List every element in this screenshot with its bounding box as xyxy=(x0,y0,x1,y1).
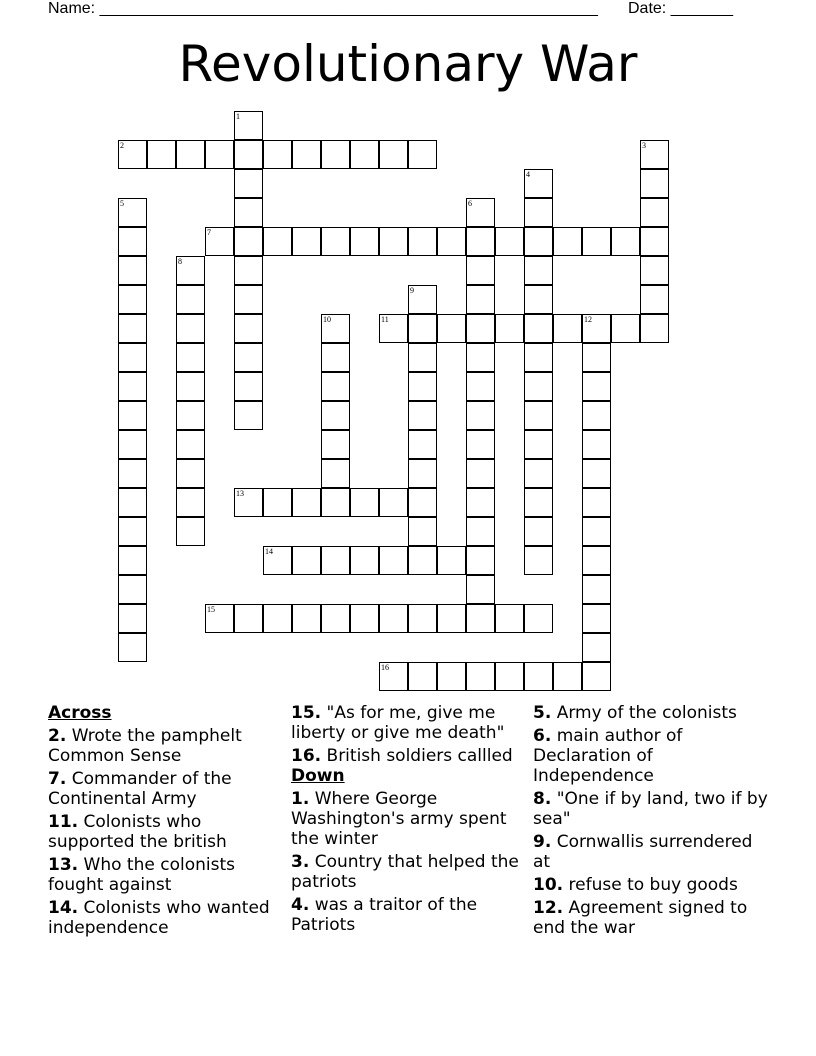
grid-cell[interactable] xyxy=(379,488,408,517)
clue-number: 6. xyxy=(533,726,552,746)
clue-across-15 xyxy=(291,703,523,743)
clue-number: 1. xyxy=(291,789,310,809)
grid-cell[interactable] xyxy=(118,227,147,256)
clue-down-9 xyxy=(533,832,773,872)
grid-cell[interactable] xyxy=(582,227,611,256)
clue-text: "One if by land, two if by sea" xyxy=(533,789,768,829)
grid-cell[interactable] xyxy=(640,314,669,343)
grid-cell[interactable] xyxy=(408,459,437,488)
grid-cell[interactable] xyxy=(524,546,553,575)
clue-number: 2. xyxy=(48,726,67,746)
grid-cell[interactable] xyxy=(408,604,437,633)
grid-cell[interactable] xyxy=(176,285,205,314)
grid-cell[interactable] xyxy=(466,401,495,430)
grid-cell[interactable] xyxy=(118,430,147,459)
clue-text: "As for me, give me liberty or give me death" xyxy=(291,703,505,743)
grid-cell[interactable] xyxy=(466,604,495,633)
grid-cell[interactable] xyxy=(553,314,582,343)
grid-cell[interactable] xyxy=(321,459,350,488)
grid-cell[interactable] xyxy=(234,256,263,285)
grid-cell[interactable] xyxy=(263,227,292,256)
grid-cell[interactable] xyxy=(350,488,379,517)
grid-cell[interactable] xyxy=(321,140,350,169)
across-heading: Across xyxy=(48,703,112,723)
grid-cell[interactable] xyxy=(466,517,495,546)
cell-number: 11 xyxy=(381,315,389,324)
clue-number: 3. xyxy=(291,852,310,872)
grid-cell[interactable] xyxy=(263,140,292,169)
grid-cell[interactable] xyxy=(466,256,495,285)
grid-cell[interactable] xyxy=(118,575,147,604)
grid-cell[interactable] xyxy=(553,662,582,691)
clues-column-2 xyxy=(291,703,523,935)
grid-cell[interactable] xyxy=(118,604,147,633)
clue-number: 5. xyxy=(533,703,552,723)
grid-cell[interactable] xyxy=(466,314,495,343)
grid-cell[interactable] xyxy=(466,227,495,256)
grid-cell[interactable] xyxy=(524,169,553,198)
clues-column-3 xyxy=(533,703,773,938)
clue-across-13 xyxy=(48,855,280,895)
grid-cell[interactable] xyxy=(611,314,640,343)
grid-cell[interactable] xyxy=(234,314,263,343)
grid-cell[interactable] xyxy=(234,169,263,198)
grid-cell[interactable] xyxy=(524,459,553,488)
grid-cell[interactable] xyxy=(640,256,669,285)
cell-number: 10 xyxy=(323,315,331,324)
grid-cell[interactable] xyxy=(582,343,611,372)
grid-cell[interactable] xyxy=(524,488,553,517)
cell-number: 9 xyxy=(410,286,414,295)
grid-cell[interactable] xyxy=(118,285,147,314)
clue-across-11 xyxy=(48,812,280,852)
grid-cell[interactable] xyxy=(292,546,321,575)
grid-cell[interactable] xyxy=(437,662,466,691)
grid-cell[interactable] xyxy=(408,372,437,401)
date-line[interactable]: Date: _______ xyxy=(628,0,733,17)
grid-cell[interactable] xyxy=(379,604,408,633)
clue-number: 15. xyxy=(291,703,322,723)
grid-cell[interactable] xyxy=(466,198,495,227)
grid-cell[interactable] xyxy=(408,285,437,314)
grid-cell[interactable] xyxy=(321,372,350,401)
grid-cell[interactable] xyxy=(582,604,611,633)
grid-cell[interactable] xyxy=(118,256,147,285)
grid-cell[interactable] xyxy=(234,604,263,633)
clue-text: Colonists who wanted independence xyxy=(48,898,270,938)
grid-cell[interactable] xyxy=(640,140,669,169)
grid-cell[interactable] xyxy=(524,372,553,401)
grid-cell[interactable] xyxy=(582,633,611,662)
clue-across-14 xyxy=(48,898,280,938)
grid-cell[interactable] xyxy=(466,285,495,314)
grid-cell[interactable] xyxy=(437,546,466,575)
cell-number: 2 xyxy=(120,141,124,150)
grid-cell[interactable] xyxy=(582,430,611,459)
grid-cell[interactable] xyxy=(611,227,640,256)
cell-number: 12 xyxy=(584,315,592,324)
grid-cell[interactable] xyxy=(118,140,147,169)
grid-cell[interactable] xyxy=(466,372,495,401)
grid-cell[interactable] xyxy=(234,227,263,256)
grid-cell[interactable] xyxy=(408,227,437,256)
grid-cell[interactable] xyxy=(524,198,553,227)
clues-column-1 xyxy=(48,703,280,938)
grid-cell[interactable] xyxy=(118,198,147,227)
clue-down-5 xyxy=(533,703,773,723)
grid-cell[interactable] xyxy=(176,256,205,285)
grid-cell[interactable] xyxy=(582,575,611,604)
grid-cell[interactable] xyxy=(176,140,205,169)
grid-cell[interactable] xyxy=(379,140,408,169)
grid-cell[interactable] xyxy=(234,343,263,372)
clue-number: 8. xyxy=(533,789,552,809)
clue-text: Wrote the pamphelt Common Sense xyxy=(48,726,242,766)
grid-cell[interactable] xyxy=(495,604,524,633)
grid-cell[interactable] xyxy=(495,314,524,343)
clue-number: 12. xyxy=(533,898,564,918)
grid-cell[interactable] xyxy=(118,517,147,546)
clue-text: Army of the colonists xyxy=(556,703,737,723)
clue-number: 13. xyxy=(48,855,79,875)
clue-across-2 xyxy=(48,726,280,766)
clue-down-10 xyxy=(533,875,773,895)
grid-cell[interactable] xyxy=(582,546,611,575)
grid-cell[interactable] xyxy=(437,314,466,343)
clue-down-1 xyxy=(291,789,523,849)
grid-cell[interactable] xyxy=(321,604,350,633)
clue-across-16 xyxy=(291,746,523,766)
grid-cell[interactable] xyxy=(524,604,553,633)
grid-cell[interactable] xyxy=(408,546,437,575)
page-title: Revolutionary War xyxy=(178,35,638,93)
grid-cell[interactable] xyxy=(292,140,321,169)
clue-down-6 xyxy=(533,726,773,786)
grid-cell[interactable] xyxy=(205,140,234,169)
grid-cell[interactable] xyxy=(524,314,553,343)
grid-cell[interactable] xyxy=(350,546,379,575)
cell-number: 14 xyxy=(265,547,273,556)
clue-text: Agreement signed to end the war xyxy=(533,898,748,938)
grid-cell[interactable] xyxy=(466,662,495,691)
cell-number: 6 xyxy=(468,199,472,208)
grid-cell[interactable] xyxy=(263,546,292,575)
cell-number: 3 xyxy=(642,141,646,150)
grid-cell[interactable] xyxy=(234,285,263,314)
grid-cell[interactable] xyxy=(408,401,437,430)
name-line[interactable]: Name: ________________________________________________________ xyxy=(48,0,598,17)
grid-cell[interactable] xyxy=(408,662,437,691)
grid-cell[interactable] xyxy=(495,227,524,256)
grid-cell[interactable] xyxy=(466,459,495,488)
grid-cell[interactable] xyxy=(408,343,437,372)
grid-cell[interactable] xyxy=(118,546,147,575)
grid-cell[interactable] xyxy=(466,343,495,372)
grid-cell[interactable] xyxy=(466,546,495,575)
grid-cell[interactable] xyxy=(118,488,147,517)
grid-cell[interactable] xyxy=(118,459,147,488)
grid-cell[interactable] xyxy=(379,227,408,256)
grid-cell[interactable] xyxy=(321,314,350,343)
grid-cell[interactable] xyxy=(408,517,437,546)
grid-cell[interactable] xyxy=(234,372,263,401)
grid-cell[interactable] xyxy=(582,372,611,401)
clue-text: was a traitor of the Patriots xyxy=(291,895,478,935)
clue-down-3 xyxy=(291,852,523,892)
clue-text: Where George Washington's army spent the winter xyxy=(291,789,507,849)
clue-down-4 xyxy=(291,895,523,935)
clue-down-12 xyxy=(533,898,773,938)
grid-cell[interactable] xyxy=(524,343,553,372)
grid-cell[interactable] xyxy=(263,488,292,517)
grid-cell[interactable] xyxy=(524,517,553,546)
clue-number: 10. xyxy=(533,875,564,895)
clue-number: 4. xyxy=(291,895,310,915)
down-heading: Down xyxy=(291,766,345,786)
grid-cell[interactable] xyxy=(524,401,553,430)
clue-text: Cornwallis surrendered at xyxy=(533,832,753,872)
grid-cell[interactable] xyxy=(321,343,350,372)
grid-cell[interactable] xyxy=(524,227,553,256)
grid-cell[interactable] xyxy=(176,343,205,372)
clue-text: Colonists who supported the british xyxy=(48,812,227,852)
grid-cell[interactable] xyxy=(495,662,524,691)
grid-cell[interactable] xyxy=(234,111,263,140)
grid-cell[interactable] xyxy=(118,633,147,662)
clue-number: 16. xyxy=(291,746,322,766)
grid-cell[interactable] xyxy=(176,314,205,343)
grid-cell[interactable] xyxy=(205,227,234,256)
cell-number: 13 xyxy=(236,489,244,498)
cell-number: 4 xyxy=(526,170,530,179)
clue-number: 9. xyxy=(533,832,552,852)
clue-number: 14. xyxy=(48,898,79,918)
grid-cell[interactable] xyxy=(582,459,611,488)
grid-cell[interactable] xyxy=(582,488,611,517)
grid-cell[interactable] xyxy=(321,430,350,459)
grid-cell[interactable] xyxy=(292,604,321,633)
grid-cell[interactable] xyxy=(408,430,437,459)
grid-cell[interactable] xyxy=(234,488,263,517)
clue-text: refuse to buy goods xyxy=(568,875,738,895)
grid-cell[interactable] xyxy=(176,488,205,517)
grid-cell[interactable] xyxy=(466,488,495,517)
grid-cell[interactable] xyxy=(147,140,176,169)
grid-cell[interactable] xyxy=(379,662,408,691)
clue-text: Who the colonists fought against xyxy=(48,855,235,895)
grid-cell[interactable] xyxy=(234,401,263,430)
grid-cell[interactable] xyxy=(437,604,466,633)
clue-text: main author of Declaration of Independence xyxy=(533,726,683,786)
grid-cell[interactable] xyxy=(553,227,582,256)
grid-cell[interactable] xyxy=(408,314,437,343)
grid-cell[interactable] xyxy=(524,256,553,285)
cell-number: 7 xyxy=(207,228,211,237)
grid-cell[interactable] xyxy=(176,401,205,430)
clue-down-8 xyxy=(533,789,773,829)
grid-cell[interactable] xyxy=(524,430,553,459)
grid-cell[interactable] xyxy=(118,372,147,401)
clue-text: Commander of the Continental Army xyxy=(48,769,232,809)
grid-cell[interactable] xyxy=(350,227,379,256)
grid-cell[interactable] xyxy=(466,575,495,604)
grid-cell[interactable] xyxy=(640,169,669,198)
grid-cell[interactable] xyxy=(321,227,350,256)
grid-cell[interactable] xyxy=(118,401,147,430)
grid-cell[interactable] xyxy=(640,285,669,314)
grid-cell[interactable] xyxy=(205,604,234,633)
grid-cell[interactable] xyxy=(350,140,379,169)
grid-cell[interactable] xyxy=(640,227,669,256)
clue-text: British soldiers callled xyxy=(326,746,513,766)
grid-cell[interactable] xyxy=(321,546,350,575)
grid-cell[interactable] xyxy=(437,227,466,256)
clue-number: 11. xyxy=(48,812,79,832)
grid-cell[interactable] xyxy=(292,227,321,256)
cell-number: 15 xyxy=(207,605,215,614)
grid-cell[interactable] xyxy=(292,488,321,517)
grid-cell[interactable] xyxy=(263,604,292,633)
grid-cell[interactable] xyxy=(582,314,611,343)
clue-text: Country that helped the patriots xyxy=(291,852,519,892)
grid-cell[interactable] xyxy=(582,662,611,691)
grid-cell[interactable] xyxy=(582,401,611,430)
cell-number: 5 xyxy=(120,199,124,208)
clue-number: 7. xyxy=(48,769,67,789)
grid-cell[interactable] xyxy=(379,546,408,575)
grid-cell[interactable] xyxy=(408,140,437,169)
cell-number: 8 xyxy=(178,257,182,266)
grid-cell[interactable] xyxy=(321,488,350,517)
grid-cell[interactable] xyxy=(118,314,147,343)
grid-cell[interactable] xyxy=(234,140,263,169)
grid-cell[interactable] xyxy=(640,198,669,227)
grid-cell[interactable] xyxy=(176,517,205,546)
grid-cell[interactable] xyxy=(524,662,553,691)
grid-cell[interactable] xyxy=(118,343,147,372)
cell-number: 1 xyxy=(236,112,240,121)
grid-cell[interactable] xyxy=(582,517,611,546)
grid-cell[interactable] xyxy=(234,198,263,227)
grid-cell[interactable] xyxy=(176,459,205,488)
grid-cell[interactable] xyxy=(321,401,350,430)
grid-cell[interactable] xyxy=(466,430,495,459)
grid-cell[interactable] xyxy=(176,430,205,459)
grid-cell[interactable] xyxy=(408,488,437,517)
clue-across-7 xyxy=(48,769,280,809)
grid-cell[interactable] xyxy=(379,314,408,343)
cell-number: 16 xyxy=(381,663,389,672)
grid-cell[interactable] xyxy=(176,372,205,401)
grid-cell[interactable] xyxy=(524,285,553,314)
grid-cell[interactable] xyxy=(350,604,379,633)
